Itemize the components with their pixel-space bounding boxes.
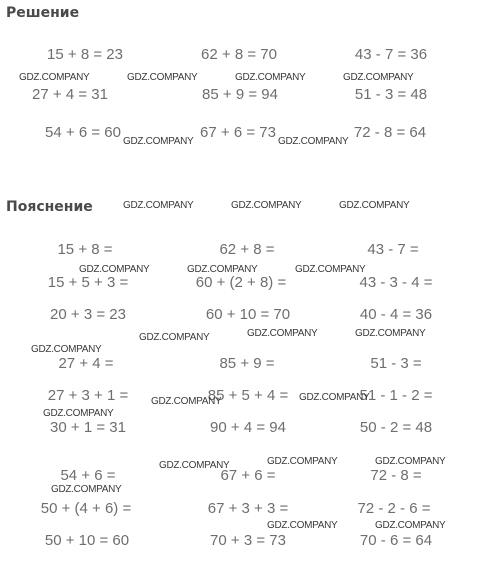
watermark: GDZ.COMPANY: [43, 408, 114, 419]
explanation-line: 67 + 3 + 3 =: [207, 500, 289, 517]
solution-equation: 43 - 7 = 36: [354, 46, 428, 63]
explanation-line: 60 + 10 = 70: [205, 306, 291, 323]
watermark: GDZ.COMPANY: [123, 200, 194, 211]
solution-equation: 15 + 8 = 23: [47, 46, 123, 63]
watermark: GDZ.COMPANY: [19, 72, 90, 83]
explanation-line: 60 + (2 + 8) =: [195, 274, 287, 291]
watermark: GDZ.COMPANY: [231, 200, 302, 211]
watermark: GDZ.COMPANY: [235, 72, 306, 83]
watermark: GDZ.COMPANY: [123, 136, 194, 147]
watermark: GDZ.COMPANY: [267, 520, 338, 531]
watermark: GDZ.COMPANY: [375, 520, 446, 531]
explanation-line: 72 - 8 =: [370, 467, 422, 484]
explanation-line: 67 + 6 =: [220, 467, 276, 484]
explanation-line: 50 - 2 = 48: [359, 419, 433, 436]
solution-equation: 67 + 6 = 73: [200, 124, 276, 141]
solution-equation: 62 + 8 = 70: [201, 46, 277, 63]
watermark: GDZ.COMPANY: [375, 456, 446, 467]
explanation-line: 70 + 3 = 73: [210, 532, 286, 549]
explanation-line: 20 + 3 = 23: [50, 306, 126, 323]
explanation-line: 15 + 5 + 3 =: [47, 274, 129, 291]
explanation-line: 90 + 4 = 94: [210, 419, 286, 436]
explanation-line: 85 + 9 =: [219, 355, 275, 372]
watermark: GDZ.COMPANY: [343, 72, 414, 83]
solution-heading: Решение: [6, 5, 80, 21]
explanation-line: 85 + 5 + 4 =: [207, 387, 289, 404]
solution-equation: 51 - 3 = 48: [354, 86, 428, 103]
explanation-heading: Пояснение: [6, 199, 93, 215]
watermark: GDZ.COMPANY: [159, 460, 230, 471]
watermark: GDZ.COMPANY: [31, 344, 102, 355]
watermark: GDZ.COMPANY: [295, 264, 366, 275]
explanation-line: 43 - 3 - 4 =: [359, 274, 433, 291]
watermark: GDZ.COMPANY: [339, 200, 410, 211]
explanation-line: 72 - 2 - 6 =: [357, 500, 431, 517]
watermark: GDZ.COMPANY: [355, 328, 426, 339]
explanation-line: 30 + 1 = 31: [50, 419, 126, 436]
watermark: GDZ.COMPANY: [187, 264, 258, 275]
watermark: GDZ.COMPANY: [151, 396, 222, 407]
explanation-line: 50 + (4 + 6) =: [40, 500, 132, 517]
explanation-line: 27 + 3 + 1 =: [47, 387, 129, 404]
explanation-line: 54 + 6 =: [60, 467, 116, 484]
explanation-line: 51 - 3 =: [370, 355, 422, 372]
watermark: GDZ.COMPANY: [127, 72, 198, 83]
explanation-line: 50 + 10 = 60: [44, 532, 130, 549]
explanation-line: 15 + 8 =: [57, 241, 113, 258]
watermark: GDZ.COMPANY: [267, 456, 338, 467]
solution-equation: 72 - 8 = 64: [353, 124, 427, 141]
watermark: GDZ.COMPANY: [79, 264, 150, 275]
explanation-line: 40 - 4 = 36: [359, 306, 433, 323]
watermark: GDZ.COMPANY: [278, 136, 349, 147]
watermark: GDZ.COMPANY: [51, 484, 122, 495]
watermark: GDZ.COMPANY: [139, 332, 210, 343]
explanation-line: 70 - 6 = 64: [359, 532, 433, 549]
explanation-line: 43 - 7 =: [367, 241, 419, 258]
solution-equation: 54 + 6 = 60: [45, 124, 121, 141]
solution-equation: 27 + 4 = 31: [32, 86, 108, 103]
watermark: GDZ.COMPANY: [247, 328, 318, 339]
explanation-line: 27 + 4 =: [58, 355, 114, 372]
watermark: GDZ.COMPANY: [299, 392, 370, 403]
solution-equation: 85 + 9 = 94: [202, 86, 278, 103]
explanation-line: 51 - 1 - 2 =: [359, 387, 433, 404]
explanation-line: 62 + 8 =: [219, 241, 275, 258]
